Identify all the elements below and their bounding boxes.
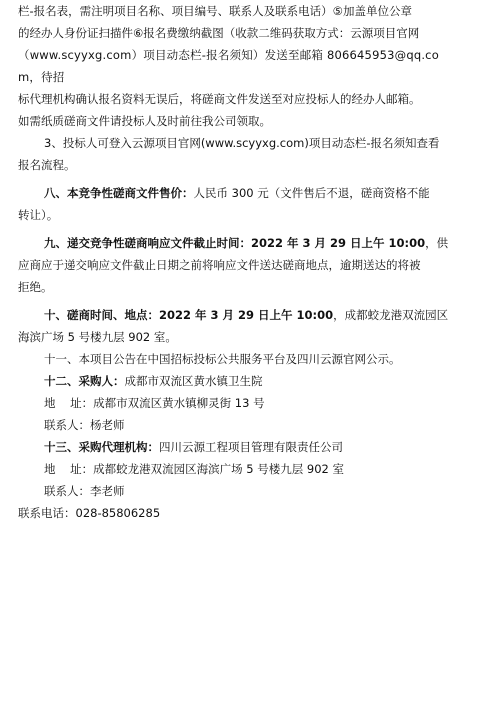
section-12-contact	[18, 414, 458, 436]
phone-value: 028-85806285	[75, 506, 161, 520]
phone-label: 联系电话：	[18, 506, 76, 520]
section-10-heading: 十、磋商时间、地点：	[44, 308, 159, 322]
section-13-name: 四川云源工程项目管理有限责任公司	[159, 440, 343, 454]
section-10-line2: 海滨广场 5 号楼九层 902 室。	[18, 330, 177, 344]
item-3-line: 报名流程。	[18, 158, 76, 172]
text-line: 的经办人身份证扫描件⑥报名费缴纳截图（收款二维码获取方式：云源项目官网	[18, 26, 420, 40]
section-12-name: 成都市双流区黄水镇卫生院	[124, 374, 263, 388]
address-label: 地 址：	[44, 462, 94, 476]
text-line: 如需纸质磋商文件请投标人及时前往我公司领取。	[18, 114, 271, 128]
section-10	[18, 304, 458, 326]
section-8-line2: 转让）。	[18, 208, 59, 222]
section-10-time: 2022 年 3 月 29 日上午 10:00	[159, 308, 334, 322]
section-12-heading: 十二、采购人：	[44, 374, 125, 388]
section-13-heading: 十三、采购代理机构：	[44, 440, 159, 454]
section-9-heading: 九、递交竞争性磋商响应文件截止时间：	[44, 236, 251, 250]
section-11: 十一、本项目公告在中国招标投标公共服务平台及四川云源官网公示。	[44, 352, 401, 366]
address-label: 地 址：	[44, 396, 94, 410]
section-10-text: ，成都蛟龙港双流园区	[333, 308, 449, 322]
contact-value: 杨老师	[90, 418, 125, 432]
section-9-text: ，供	[425, 236, 449, 250]
section-9-line2: 应商应于递交响应文件截止日期之前将响应文件送达磋商地点，逾期送达的将被	[18, 258, 421, 272]
section-13-contact	[18, 480, 458, 502]
text-line: 标代理机构确认报名资料无误后，将磋商文件发送至对应投标人的经办人邮箱。	[18, 92, 421, 106]
text-line: 栏-报名表，需注明项目名称、项目编号、联系人及联系电话）⑤加盖单位公章	[18, 4, 412, 18]
section-12-address	[18, 392, 458, 414]
contact-label: 联系人：	[44, 484, 90, 498]
section-13-phone	[18, 502, 458, 524]
address-value: 成都市双流区黄水镇柳灵街 13 号	[93, 396, 265, 410]
document-page	[18, 0, 458, 524]
contact-label: 联系人：	[44, 418, 90, 432]
section-9-line3: 拒绝。	[18, 280, 53, 294]
item-3-line: 3、投标人可登入云源项目官网(www.scyyxg.com)项目动态栏-报名须知查看	[44, 136, 440, 150]
section-8-text: 人民币 300 元（文件售后不退，磋商资格不能	[193, 186, 430, 200]
section-8-heading: 八、本竞争性磋商文件售价：	[44, 186, 194, 200]
section-8	[18, 182, 458, 204]
section-9	[18, 232, 458, 254]
contact-value: 李老师	[90, 484, 125, 498]
section-13	[18, 436, 458, 458]
section-12	[18, 370, 458, 392]
address-value: 成都蛟龙港双流园区海滨广场 5 号楼九层 902 室	[93, 462, 345, 476]
section-9-deadline: 2022 年 3 月 29 日上午 10:00	[251, 236, 426, 250]
text-line: （www.scyyxg.com）项目动态栏-报名须知）发送至邮箱 806645953@qq.com，待招	[18, 48, 439, 84]
section-13-address	[18, 458, 458, 480]
